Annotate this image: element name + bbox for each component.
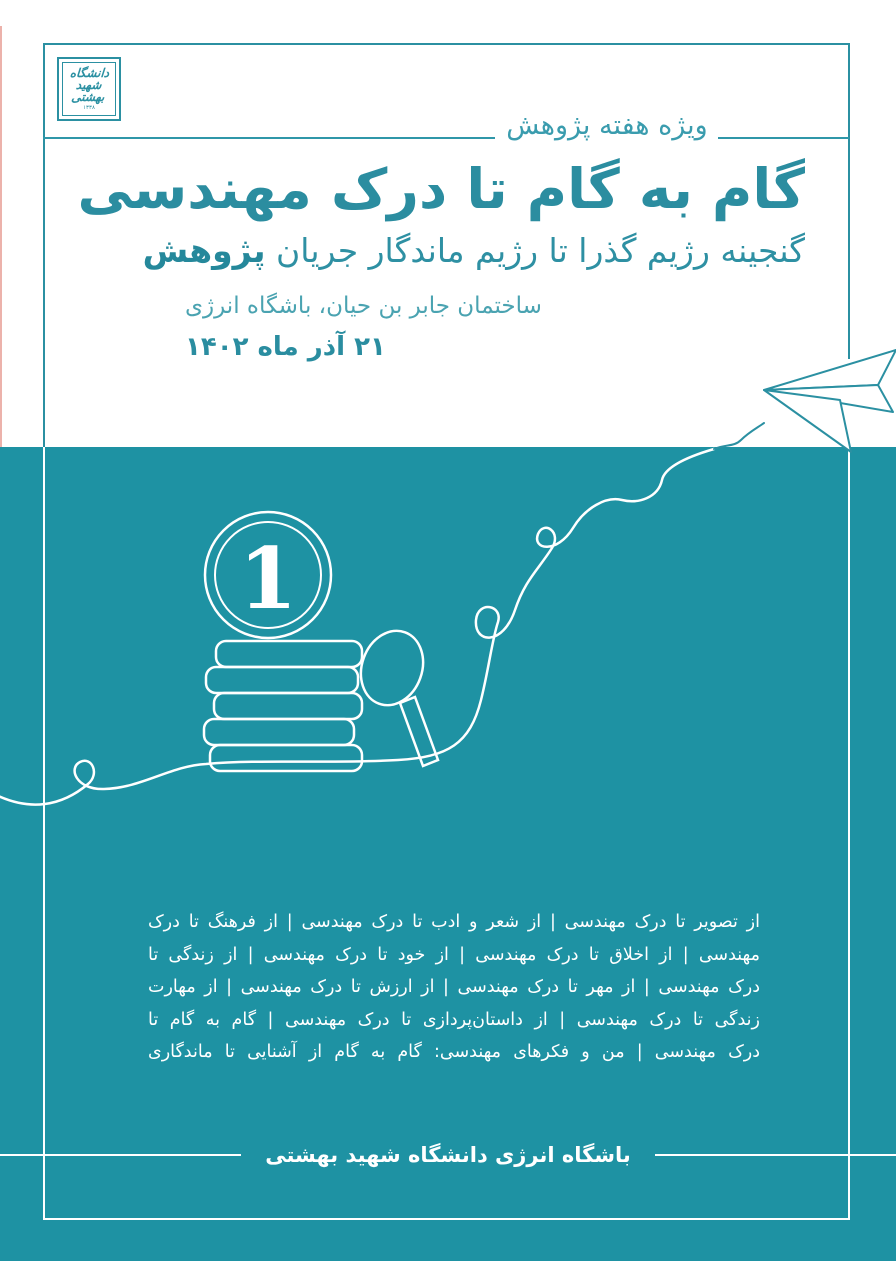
subtitle-main: گنجینه رژیم گذرا تا رژیم ماندگار جریان: [276, 231, 805, 271]
frame-border-left-lower: [43, 447, 45, 1220]
topics-line-1: از تصویر تا درک مهندسی | از شعر و ادب تا درک مهندسی | از فرهنگ تا درک: [148, 912, 760, 932]
frame-border-left-upper: [43, 43, 45, 447]
topics-line-4: زندگی تا درک مهندسی | از داستان‌پردازی تا درک مهندسی | گام به گام تا: [148, 1009, 760, 1030]
topics-line-5: درک مهندسی | من و فکرهای مهندسی: گام به گام از آشنایی تا ماندگاری: [148, 1042, 760, 1063]
kicker-rule-right: [718, 137, 849, 139]
headline-block: [77, 157, 805, 362]
logo-year: ۱۳۳۸: [83, 104, 95, 111]
logo-word-3: بهشتی: [71, 90, 106, 105]
university-logo: [57, 57, 121, 121]
kicker-rule-left: [43, 137, 495, 139]
venue-line: ساختمان جابر بن حیان، باشگاه انرژی: [185, 292, 542, 319]
coin-number: 1: [238, 529, 298, 628]
topics-paragraph: [148, 906, 760, 1069]
subtitle-emphasis: پژوهش: [142, 231, 266, 271]
squiggle-line-upper: [714, 423, 764, 449]
paper-plane-icon: [764, 350, 896, 452]
topics-line-2: مهندسی | از اخلاق تا درک مهندسی | از خود تا درک مهندسی | از زندگی تا: [148, 944, 760, 965]
poster-title: گام به گام تا درک مهندسی: [77, 157, 805, 221]
date-line: ۲۱ آذر ماه ۱۴۰۲: [185, 331, 386, 362]
left-edge-artifact: [0, 26, 2, 447]
logo-word-2: شهید: [75, 78, 103, 93]
university-logo-frame: [62, 62, 116, 116]
frame-border-top: [43, 43, 849, 45]
kicker-text: ویژه هفته پژوهش: [506, 110, 708, 141]
footer: [0, 1136, 896, 1174]
topics-line-3: درک مهندسی | از مهر تا درک مهندسی | از ارزش تا درک مهندسی | از مهارت: [148, 977, 760, 998]
university-logo-calligraphy: [68, 67, 110, 104]
frame-border-right-lower: [848, 447, 850, 1220]
poster-subtitle: [142, 231, 805, 271]
footer-text: باشگاه انرژی دانشگاه شهید بهشتی: [241, 1136, 655, 1174]
frame-border-right-upper: [848, 43, 850, 359]
logo-word-1: دانشگاه: [69, 66, 111, 81]
frame-border-bottom: [43, 1218, 850, 1220]
